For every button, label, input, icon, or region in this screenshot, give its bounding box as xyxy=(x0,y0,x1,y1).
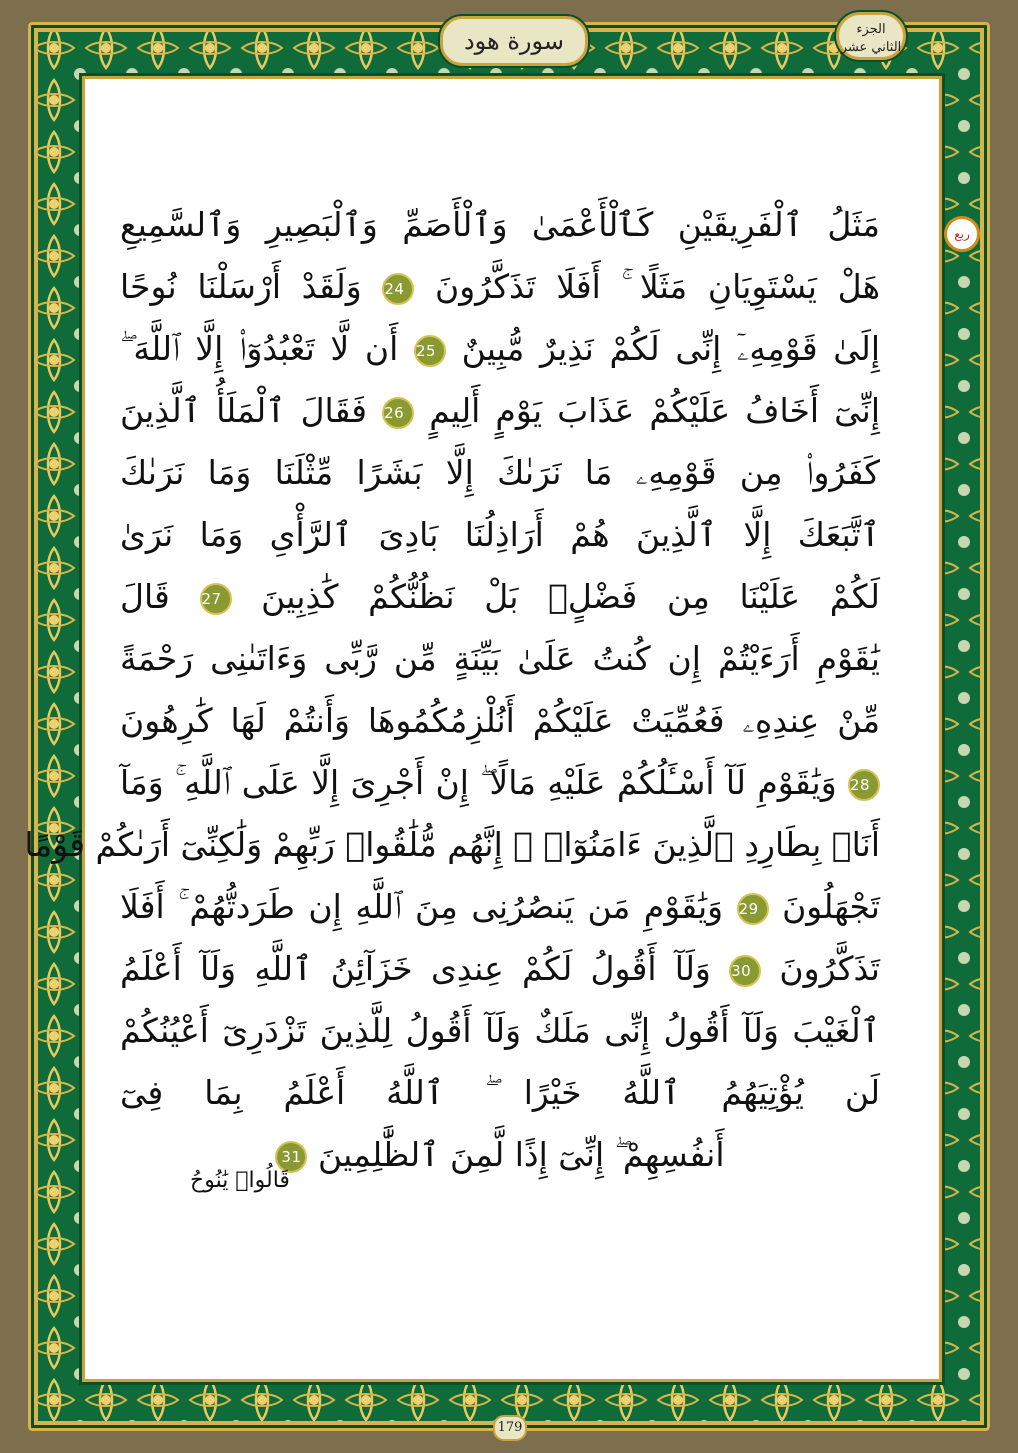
ayah-number-marker: 30 xyxy=(729,955,761,987)
verse-text: ٱلْغَيْبَ وَلَآ أَقُولُ إِنِّى مَلَكٌ وَلَآ أَقُولُ لِلَّذِينَ تَزْدَرِىٓ أَعْيُنُكُمْ xyxy=(120,1011,880,1050)
text-line xyxy=(120,453,880,515)
text-line xyxy=(120,701,880,763)
verse-text: تَجْهَلُونَ xyxy=(768,887,880,926)
text-line xyxy=(120,515,880,577)
verse-text: وَلَآ أَقُولُ لَكُمْ عِندِى خَزَآئِنُ ٱللَّهِ وَلَآ أَعْلَمُ xyxy=(120,949,730,988)
text-line xyxy=(24,825,880,887)
verse-text: أَنَا۠ بِطَارِدِ ٱلَّذِينَ ءَامَنُوٓا۟ ۚ إِنَّهُم مُّلَٰقُوا۟ رَبِّهِمْ وَلَٰكِنِّىٓ أَرَىٰكُمْ قَوْمًا xyxy=(24,825,880,864)
verse-text: يَٰقَوْمِ أَرَءَيْتُمْ إِن كُنتُ عَلَىٰ بَيِّنَةٍ مِّن رَّبِّى وَءَاتَىٰنِى رَحْمَةً xyxy=(120,639,880,678)
text-line xyxy=(120,639,880,701)
verse-text: إِلَىٰ قَوْمِهِۦٓ إِنِّى لَكُمْ نَذِيرٌ مُّبِينٌ xyxy=(445,329,880,368)
text-line xyxy=(120,391,880,453)
verse-text: مِّنْ عِندِهِۦ فَعُمِّيَتْ عَلَيْكُمْ أَنُلْزِمُكُمُوهَا وَأَنتُمْ لَهَا كَٰرِهُونَ xyxy=(120,701,880,740)
ayah-number-marker: 27 xyxy=(200,583,232,615)
text-line xyxy=(120,1011,880,1073)
ayah-number-marker: 28 xyxy=(848,769,880,801)
text-line xyxy=(120,577,880,639)
verse-text: ٱتَّبَعَكَ إِلَّا ٱلَّذِينَ هُمْ أَرَاذِلُنَا بَادِىَ ٱلرَّأْىِ وَمَا نَرَىٰ xyxy=(120,515,880,554)
hizb-quarter-marker: ربع xyxy=(944,216,980,252)
verse-text: أَن لَّا تَعْبُدُوٓا۟ إِلَّا ٱللَّهَ ۖ xyxy=(120,329,414,368)
verse-text: كَفَرُوا۟ مِن قَوْمِهِۦ مَا نَرَىٰكَ إِلَّا بَشَرًا مِّثْلَنَا وَمَا نَرَىٰكَ xyxy=(120,453,880,492)
verse-text: أَنفُسِهِمْ ۖ إِنِّىٓ إِذًا لَّمِنَ ٱلظَّٰلِمِينَ xyxy=(307,1135,725,1174)
ayah-number-marker: 31 xyxy=(275,1141,307,1173)
text-line xyxy=(120,763,880,825)
ayah-number-marker: 26 xyxy=(382,397,414,429)
text-line xyxy=(120,205,880,267)
verse-text: مَثَلُ ٱلْفَرِيقَيْنِ كَٱلْأَعْمَىٰ وَٱلْأَصَمِّ وَٱلْبَصِيرِ وَٱلسَّمِيعِ xyxy=(120,205,880,244)
verse-text: لَن يُؤْتِيَهُمُ ٱللَّهُ خَيْرًا ۖ ٱللَّهُ أَعْلَمُ بِمَا فِىٓ xyxy=(120,1073,880,1112)
verse-text: هَلْ يَسْتَوِيَانِ مَثَلًا ۚ أَفَلَا تَذَكَّرُونَ xyxy=(414,267,881,306)
ayah-number-marker: 25 xyxy=(414,335,446,367)
juz-line-1: الجزء xyxy=(856,22,886,37)
ayah-number-marker: 24 xyxy=(382,273,414,305)
text-line xyxy=(120,949,880,1011)
verse-text: فَقَالَ ٱلْمَلَأُ ٱلَّذِينَ xyxy=(120,391,383,430)
verse-text: إِنِّىٓ أَخَافُ عَلَيْكُمْ عَذَابَ يَوْمٍ أَلِيمٍ xyxy=(414,391,880,430)
ayah-number-marker: 29 xyxy=(737,893,769,925)
text-line xyxy=(120,887,880,949)
juz-label xyxy=(836,12,906,60)
catchword: قَالُوا۟ يَٰنُوحُ xyxy=(190,1168,290,1193)
verse-text: لَكُمْ عَلَيْنَا مِن فَضْلٍۭ بَلْ نَظُنُّكُمْ كَٰذِبِينَ xyxy=(231,577,880,616)
verse-text: وَلَقَدْ أَرْسَلْنَا نُوحًا xyxy=(120,267,383,306)
quran-text xyxy=(24,205,881,1197)
verse-text: تَذَكَّرُونَ xyxy=(761,949,880,988)
page-number: 179 xyxy=(493,1415,527,1441)
verse-text: وَيَٰقَوْمِ لَآ أَسْـَٔلُكُمْ عَلَيْهِ مَالًا ۖ إِنْ أَجْرِىَ إِلَّا عَلَى ٱللَّهِ ۚ وَمَآ xyxy=(120,763,848,802)
verse-text: وَيَٰقَوْمِ مَن يَنصُرُنِى مِنَ ٱللَّهِ إِن طَرَدتُّهُمْ ۚ أَفَلَا xyxy=(120,887,737,926)
text-line xyxy=(120,1073,880,1135)
verse-text: قَالَ xyxy=(120,577,200,616)
surah-title: سورة هود xyxy=(440,16,588,66)
juz-line-2: الثاني عشر xyxy=(840,40,902,55)
text-line xyxy=(120,329,880,391)
text-line xyxy=(120,267,880,329)
